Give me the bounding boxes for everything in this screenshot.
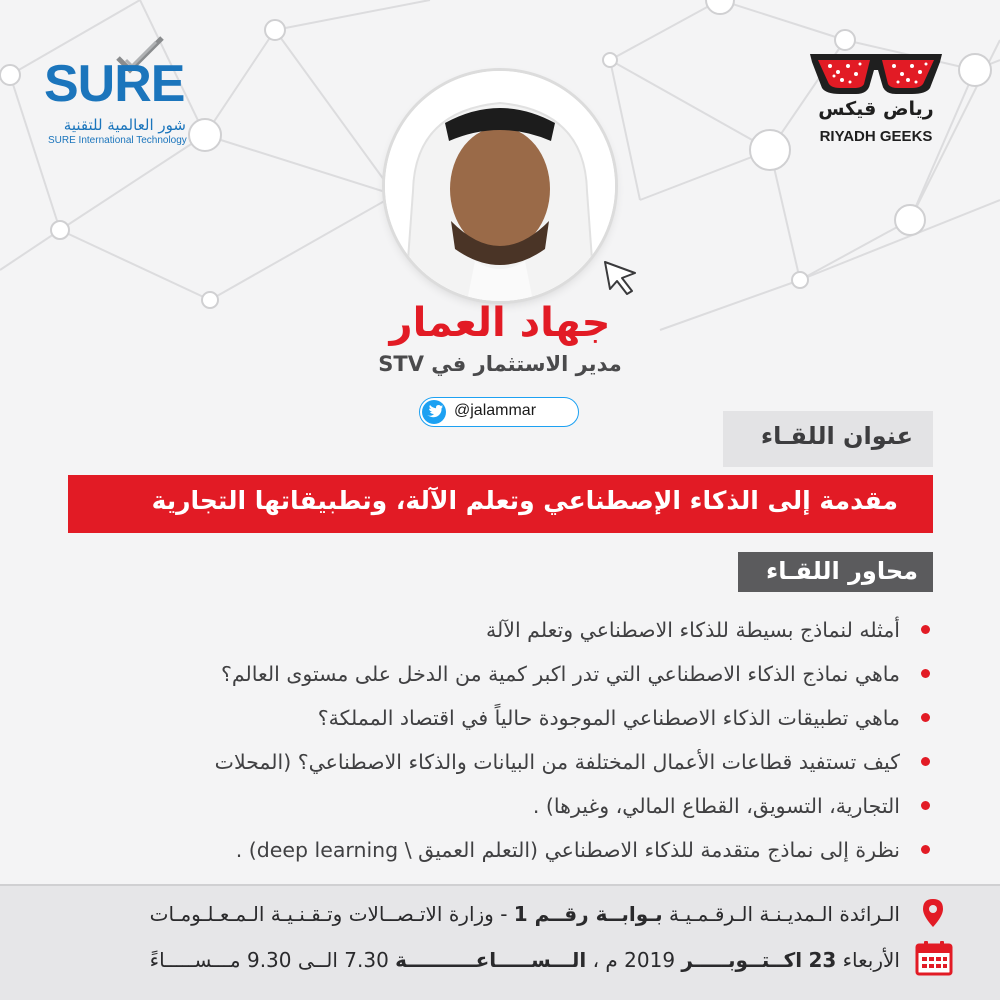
list-item-text: نظرة إلى نماذج متقدمة للذكاء الاصطناعي (التعلم العميق \ deep learning) . [235, 838, 900, 862]
list-item-text: ماهي نماذج الذكاء الاصطناعي التي تدر اكبر كمية من الدخل على مستوى العالم؟ [220, 662, 900, 686]
list-item [60, 784, 932, 828]
list-item-text: أمثله لنماذج بسيطة للذكاء الاصطناعي وتعلم الآلة [486, 618, 900, 642]
bullet-dot-icon [921, 625, 930, 634]
speaker-portrait [385, 71, 615, 301]
event-location [40, 902, 900, 926]
calendar-icon [915, 940, 953, 976]
list-item [60, 828, 932, 872]
speaker-name: جهاد العمار [389, 300, 611, 346]
date-year: 2019 م ، [592, 948, 676, 972]
riyadh-geeks-arabic: رياض قيكس [818, 98, 934, 120]
list-item [60, 652, 932, 696]
twitter-bird-icon [422, 400, 446, 424]
glasses-icon [808, 48, 944, 96]
bullet-dot-icon [921, 845, 930, 854]
axes-label: محاور اللقـاء [765, 557, 918, 585]
location-gate: بـوابــة رقــم 1 [513, 902, 663, 926]
speaker-avatar [385, 71, 615, 301]
bullet-dot-icon [921, 757, 930, 766]
list-item [60, 696, 932, 740]
bullet-dot-icon [921, 801, 930, 810]
sure-logo-arabic: شور العالمية للتقنية [63, 116, 186, 134]
riyadh-geeks-logo [808, 48, 948, 158]
bullet-dot-icon [921, 669, 930, 678]
time-range: 7.30 الــى 9.30 مـــســـــاءً [149, 948, 389, 972]
speaker-title: مدير الاستثمار في STV [378, 352, 622, 376]
date-day: الأربعاء [842, 948, 900, 972]
twitter-handle: @jalammar [454, 402, 537, 419]
topic-title: مقدمة إلى الذكاء الإصطناعي وتعلم الآلة، وتطبيقاتها التجارية [151, 486, 898, 515]
list-item-text: ماهي تطبيقات الذكاء الاصطناعي الموجودة حالياً في اقتصاد المملكة؟ [317, 706, 900, 730]
date-number: 23 [808, 948, 837, 972]
sure-logo-english: SURE International Technology [48, 135, 187, 146]
topic-label: عنوان اللقـاء [760, 422, 913, 450]
date-month: اكــتــوبـــــر [681, 948, 803, 972]
time-label: الـــســـــاعــــــــــة [395, 948, 587, 972]
twitter-handle-link[interactable] [419, 397, 579, 427]
location-suffix: - وزارة الاتـصــالات وتـقـنـيـة الـمـعـلـومـات [149, 902, 508, 926]
event-date-time [40, 948, 900, 972]
riyadh-geeks-english: RIYADH GEEKS [819, 128, 933, 145]
axes-list [60, 608, 932, 872]
location-pin-icon [922, 898, 944, 928]
sure-logo [44, 36, 204, 146]
cursor-icon [602, 259, 640, 297]
list-item [60, 740, 932, 784]
list-item-text: التجارية، التسويق، القطاع المالي، وغيرها) . [532, 794, 900, 818]
bullet-dot-icon [921, 713, 930, 722]
location-prefix: الـرائدة الـمديـنـة الـرقـمـيـة [669, 902, 900, 926]
list-item [60, 608, 932, 652]
sure-logo-word: SURE [44, 55, 185, 113]
list-item-text: كيف تستفيد قطاعات الأعمال المختلفة من البيانات والذكاء الاصطناعي؟ (المحلات [214, 750, 900, 774]
